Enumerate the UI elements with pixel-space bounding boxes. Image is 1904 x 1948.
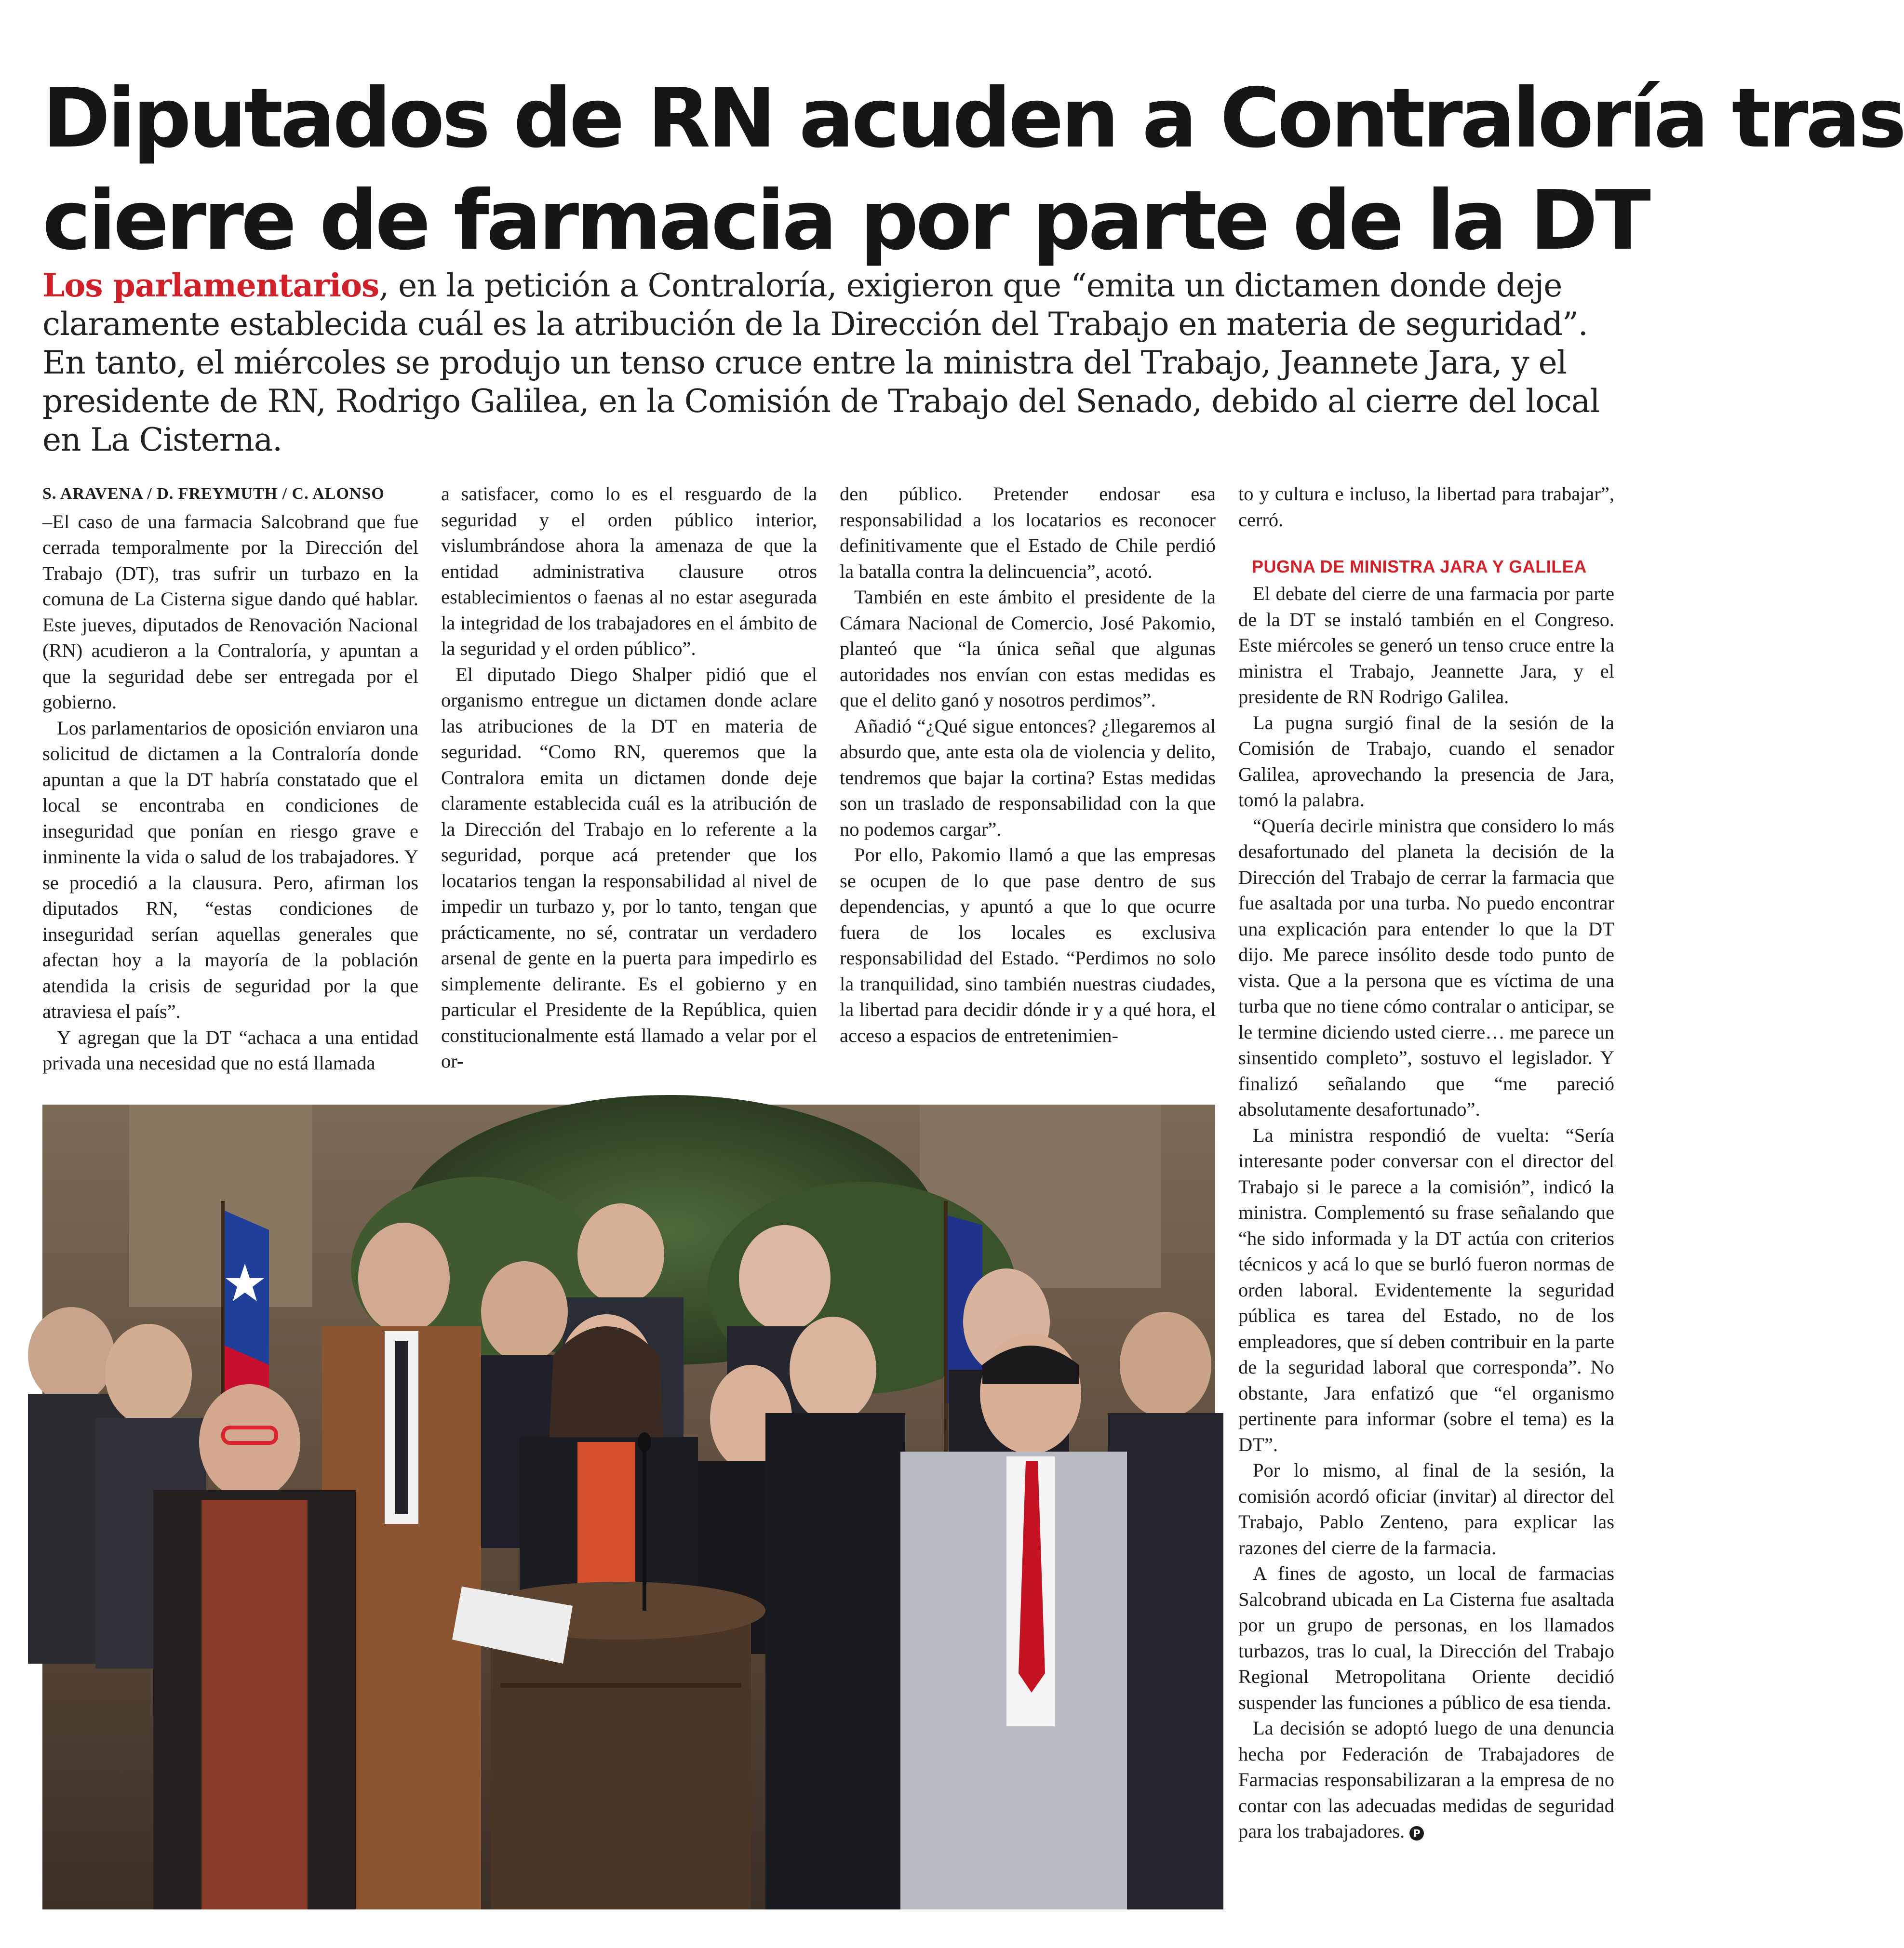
paragraph: “Quería decirle ministra que considero lo más desafortunado del planeta la decisión de la Dirección del Trabajo de cerrar la farmacia que fue asaltada por una turba. No puedo encontrar una explicación para entender lo que la DT dijo. Me parece insólito desde todo punto de vista. Que a la persona que es víctima de una turba que no tiene cómo contralar o anticipar, se le termine diciendo usted cierre… me parece un sinsentido completo”, sostuvo el legislador. Y finalizó señalando que “me pareció absolutamente desafortunado”.	[1238, 814, 1614, 1120]
paragraph-final-text: La decisión se adoptó luego de una denuncia hecha por Federación de Trabajadores de Farmacias responsabilizaran a la empresa de no contar con las adecuadas medidas de seguridad para los trabajadores.	[1238, 1717, 1614, 1842]
section-subhead: PUGNA DE MINISTRA JARA Y GALILEA	[1252, 557, 1587, 576]
paragraph: Y agregan que la DT “achaca a una entidad privada una necesidad que no está llamada	[42, 1026, 418, 1074]
photo-illustration	[42, 1105, 1215, 1909]
press-conference-photo	[42, 1105, 1215, 1909]
headline-line-1: Diputados de RN acuden a Contraloría tras	[42, 71, 1904, 166]
article-column-2	[441, 481, 817, 1089]
paragraph: to y cultura e incluso, la libertad para trabajar”, cerró.	[1238, 483, 1614, 531]
paragraph: Añadió “¿Qué sigue entonces? ¿llegaremos al absurdo que, ante esta ola de violencia y delito, tendremos que bajar la cortina? Estas medidas son un traslado de responsabilidad con la que no podemos cargar”.	[840, 715, 1216, 840]
end-mark-icon: P	[1409, 1826, 1424, 1841]
paragraph: den público. Pretender endosar esa responsabilidad a los locatarios es reconocer definitivamente que el Estado de Chile perdió la batalla contra la delincuencia”, acotó.	[840, 483, 1216, 582]
headline-line-2: cierre de farmacia por parte de la DT	[42, 173, 1648, 268]
article-column-1	[42, 481, 418, 1089]
paragraph: El debate del cierre de una farmacia por parte de la DT se instaló también en el Congreso. Este miércoles se generó un tenso cruce entre la ministra el Trabajo, Jeannette Jara, y el presidente de RN Rodrigo Galilea.	[1238, 583, 1614, 707]
deck-lead: Los parlamentarios	[42, 267, 379, 304]
paragraph: También en este ámbito el presidente de la Cámara Nacional de Comercio, José Pakomio, planteó que “la única señal que algunas autoridades nos envían con estas medidas es que el delito ganó y nosotros perdimos”.	[840, 586, 1216, 711]
byline-row	[42, 481, 418, 507]
paragraph: A fines de agosto, un local de farmacias Salcobrand ubicada en La Cisterna fue asaltada por un grupo de personas, en los llamados turbazos, tras lo cual, la Dirección del Trabajo Regional Metropolitana Oriente decidió suspender las funciones a público de esa tienda.	[1238, 1562, 1614, 1713]
paragraph: Por lo mismo, al final de la sesión, la comisión acordó oficiar (invitar) al director del Trabajo, Pablo Zenteno, para explicar las razones del cierre de la farmacia.	[1238, 1459, 1614, 1559]
byline: S. ARAVENA / D. FREYMUTH / C. ALONSO	[42, 485, 385, 503]
deck-text: , en la petición a Contraloría, exigieron que “emita un dictamen donde deje claramente establecida cuál es la atribución de la Dirección del Trabajo en materia de seguridad”. En tanto, el miércoles se produjo un tenso cruce entre la ministra del Trabajo, Jeannete Jara, y el presidente de RN, Rodrigo Galilea, en la Comisión de Trabajo del Senado, debido al cierre del local en La Cisterna.	[42, 267, 1600, 458]
article-column-4	[1238, 481, 1614, 1908]
paragraph: Por ello, Pakomio llamó a que las empresas se ocupen de lo que pase dentro de sus dependencias, y apuntó a que lo que ocurre fuera de los locales es exclusiva responsabilidad del Estado. “Perdimos no solo la tranquilidad, sino también nuestras ciudades, la libertad para decidir dónde ir y a qué hora, el acceso a espacios de entretenimien-	[840, 844, 1216, 1046]
paragraph: a satisfacer, como lo es el resguardo de la seguridad y el orden público interior, vislumbrándose ahora la amenaza de que la entidad administrativa clausure otros establecimientos o faenas al no estar asegurada la integridad de los trabajadores en el ámbito de la seguridad y el orden público”.	[441, 483, 817, 659]
deck	[42, 266, 1614, 459]
paragraph-final	[1238, 1715, 1614, 1844]
paragraph: La ministra respondió de vuelta: “Sería interesante poder conversar con el director del Trabajo si le parece a la comisión”, indicó la ministra. Complementó su frase señalando que “he sido informada y la DT actúa con criterios técnicos y acá lo que se burló fueron normas de orden laboral. Evidentemente la seguridad pública es tarea del Estado, no de los empleadores, que sí deben contribuir en la parte de la seguridad laboral que corresponda”. No obstante, Jara enfatizó que “el organismo pertinente para informar (sobre el tema) es la DT”.	[1238, 1124, 1614, 1455]
article-column-3	[840, 481, 1216, 1089]
paragraph: El diputado Diego Shalper pidió que el organismo entregue un dictamen donde aclare las atribuciones de la DT en materia de seguridad. “Como RN, queremos que la Contralora emita un dictamen donde deje claramente establecida cuál es la atribución de la Dirección del Trabajo en lo referente a la seguridad, porque acá pretender que los locatarios tengan la responsabilidad al nivel de impedir un turbazo y, por lo tanto, tengan que prácticamente, no sé, contratar un verdadero arsenal de gente en la puerta para impedirlo es simplemente delirante. Es el gobierno y en particular el Presidente de la República, quien constitucionalmente está llamado a velar por el or-	[441, 663, 817, 1072]
paragraph: –El caso de una farmacia Salcobrand que fue cerrada temporalmente por la Dirección del Trabajo (DT), tras sufrir un turbazo en la comuna de La Cisterna sigue dando qué hablar. Este jueves, diputados de Renovación Nacional (RN) acudieron a la Contraloría, y apuntan a que la seguridad debe ser entregada por el gobierno.	[42, 510, 418, 713]
paragraph: Los parlamentarios de oposición enviaron una solicitud de dictamen a la Contraloría donde apuntan a que la DT habría constatado que el local se encontraba en condiciones de inseguridad que ponían en riesgo grave e inminente la vida o salud de los trabajadores. Y se procedió a la clausura. Pero, afirman los diputados RN, “estas condiciones de inseguridad serían aquellas generales que afectan hoy a la mayoría de la población atendida la crisis de seguridad por la que atraviesa el país”.	[42, 717, 418, 1022]
headline	[42, 67, 1904, 272]
paragraph: La pugna surgió final de la sesión de la Comisión de Trabajo, cuando el senador Galilea, aprovechando la presencia de Jara, tomó la palabra.	[1238, 711, 1614, 811]
